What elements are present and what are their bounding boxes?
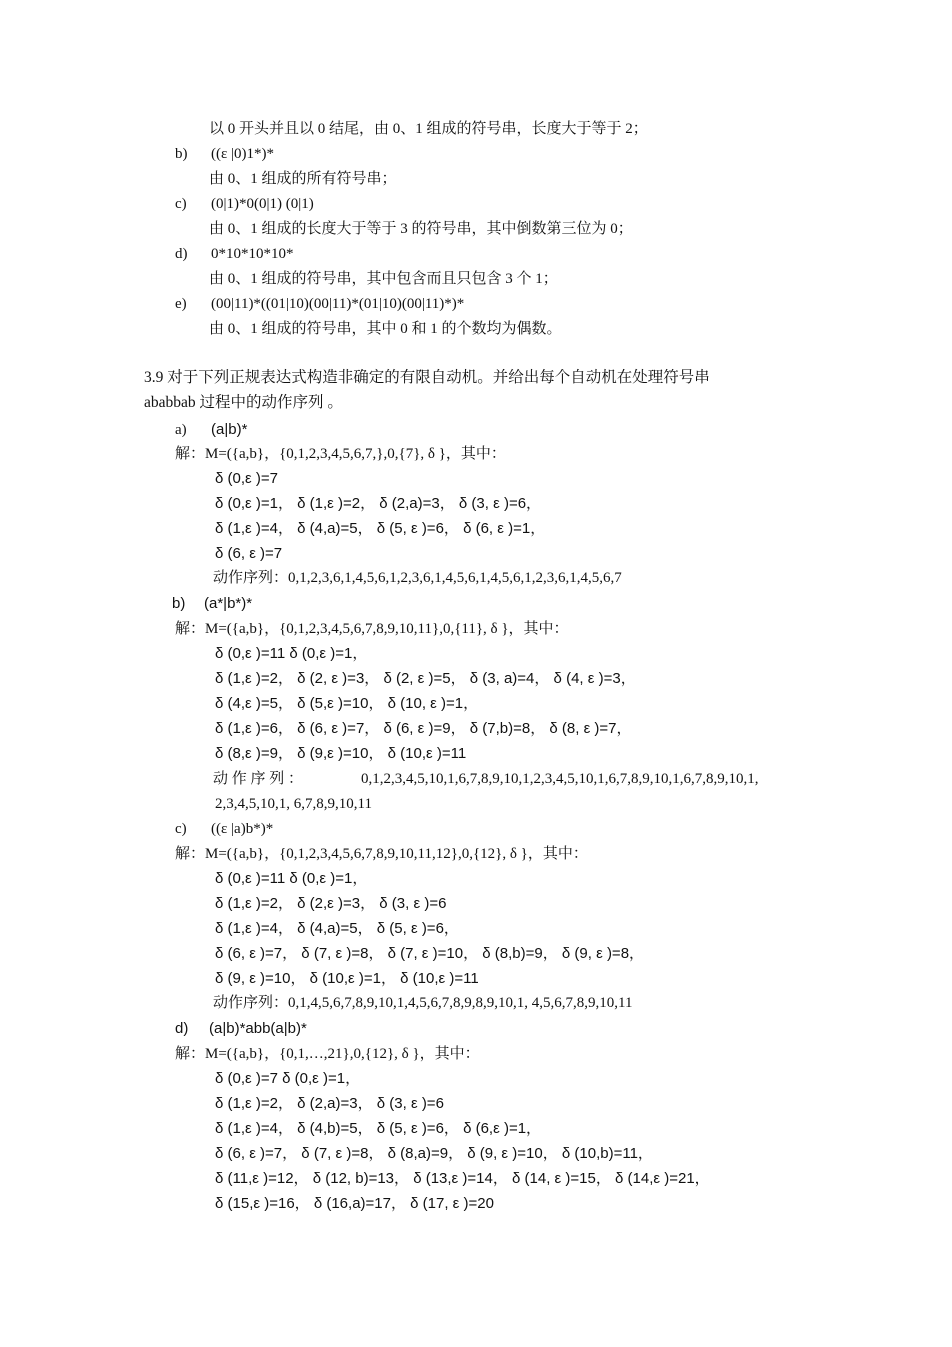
prev-e-description: 由 0、1 组成的符号串，其中 0 和 1 的个数均为偶数。: [209, 321, 562, 337]
item-c-transition-line: δ (6, ε )=7， δ (7, ε )=8， δ (7, ε )=10， δ (8,b)=9， δ (9, ε )=8，: [215, 945, 645, 962]
item-d-transition-line: δ (0,ε )=7 δ (0,ε )=1，: [215, 1070, 361, 1087]
item-a: [175, 420, 247, 440]
prev-e-expression: (00|11)*((01|10)(00|11)*(01|10)(00|11)*)*: [211, 296, 465, 312]
item-b-transition-line: δ (0,ε )=11 δ (0,ε )=1，: [215, 645, 368, 662]
item-c-transition-line: δ (1,ε )=4， δ (4,a)=5， δ (5, ε )=6，: [215, 920, 459, 937]
item-c-transition-line: δ (0,ε )=11 δ (0,ε )=1，: [215, 870, 368, 887]
item-a-transition-line: δ (0,ε )=7: [215, 470, 278, 487]
item-a-solution: 解：M=({a,b}，{0,1,2,3,4,5,6,7,},0,{7}, δ }，其中：: [175, 446, 506, 462]
item-d-expression: (a|b)*abb(a|b)*: [209, 1020, 307, 1037]
item-b-action-sequence: [213, 769, 759, 789]
item-d-transition-line: δ (15,ε )=16， δ (16,a)=17， δ (17, ε )=20: [215, 1195, 494, 1212]
item-b-transition-line: δ (4,ε )=5， δ (5,ε )=10， δ (10, ε )=1，: [215, 695, 479, 712]
item-b-solution: 解：M=({a,b}，{0,1,2,3,4,5,6,7,8,9,10,11},0,{11}, δ }，其中：: [175, 621, 569, 637]
item-b-transition-line: δ (1,ε )=2， δ (2, ε )=3， δ (2, ε )=5， δ (3, a)=4， δ (4, ε )=3，: [215, 670, 636, 687]
section-heading-line2: ababbab 过程中的动作序列 。: [144, 394, 343, 411]
prev-e-item: [175, 294, 464, 314]
prev-c-item: [175, 194, 314, 214]
item-b-sequence-label: 动 作 序 列 ：: [213, 771, 304, 787]
item-c-transition-line: δ (9, ε )=10， δ (10,ε )=1， δ (10,ε )=11: [215, 970, 479, 987]
item-b-transition-line: δ (1,ε )=6， δ (6, ε )=7， δ (6, ε )=9， δ (7,b)=8， δ (8, ε )=7，: [215, 720, 632, 737]
item-c-solution: 解：M=({a,b}，{0,1,2,3,4,5,6,7,8,9,10,11,12},0,{12}, δ }，其中：: [175, 846, 588, 862]
prev-d-expression: 0*10*10*10*: [211, 246, 294, 262]
item-d-solution: 解：M=({a,b}，{0,1,…,21},0,{12}, δ }，其中：: [175, 1046, 480, 1062]
item-b-expression: (a*|b*)*: [204, 595, 253, 612]
item-c-action-sequence: 动作序列：0,1,4,5,6,7,8,9,10,1,4,5,6,7,8,9,8,9,10,1, 4,5,6,7,8,9,10,11: [213, 995, 633, 1011]
prev-c-description: 由 0、1 组成的长度大于等于 3 的符号串，其中倒数第三位为 0；: [209, 221, 633, 237]
item-c-label: c): [175, 821, 187, 837]
item-d: [175, 1019, 307, 1039]
item-d-transition-line: δ (1,ε )=4， δ (4,b)=5， δ (5, ε )=6， δ (6,ε )=1，: [215, 1120, 542, 1137]
prev-d-label: d): [175, 246, 188, 262]
item-d-transition-line: δ (6, ε )=7， δ (7, ε )=8， δ (8,a)=9， δ (9, ε )=10， δ (10,b)=11，: [215, 1145, 653, 1162]
item-d-label: d): [175, 1020, 189, 1037]
item-c-expression: ((ε |a)b*)*: [211, 821, 274, 837]
prev-b-description: 由 0、1 组成的所有符号串；: [209, 171, 397, 187]
item-d-transition-line: δ (1,ε )=2， δ (2,a)=3， δ (3, ε )=6: [215, 1095, 444, 1112]
item-c-transition-line: δ (1,ε )=2， δ (2,ε )=3， δ (3, ε )=6: [215, 895, 447, 912]
prev-e-label: e): [175, 296, 187, 312]
prev-b-label: b): [175, 146, 188, 162]
prev-a-description: 以 0 开头并且以 0 结尾，由 0、1 组成的符号串，长度大于等于 2；: [209, 121, 648, 137]
section-heading-line1: 3.9 对于下列正规表达式构造非确定的有限自动机。并给出每个自动机在处理符号串: [144, 369, 710, 386]
prev-b-item: [175, 144, 274, 164]
item-b-transition-line: δ (8,ε )=9， δ (9,ε )=10， δ (10,ε )=11: [215, 745, 467, 762]
item-b-sequence-part2: 2,3,4,5,10,1, 6,7,8,9,10,11: [215, 796, 372, 812]
item-b: [172, 594, 252, 614]
item-d-transition-line: δ (11,ε )=12， δ (12, b)=13， δ (13,ε )=14， δ (14, ε )=15， δ (14,ε )=21，: [215, 1170, 710, 1187]
item-a-transition-line: δ (0,ε )=1， δ (1,ε )=2， δ (2,a)=3， δ (3, ε )=6，: [215, 495, 542, 512]
item-c: [175, 819, 273, 839]
prev-c-label: c): [175, 196, 187, 212]
item-a-action-sequence: 动作序列：0,1,2,3,6,1,4,5,6,1,2,3,6,1,4,5,6,1,4,5,6,1,2,3,6,1,4,5,6,7: [213, 570, 622, 586]
item-b-label: b): [172, 595, 186, 612]
prev-d-description: 由 0、1 组成的符号串，其中包含而且只包含 3 个 1；: [209, 271, 558, 287]
item-a-transition-line: δ (6, ε )=7: [215, 545, 283, 562]
item-a-label: a): [175, 422, 187, 438]
item-a-expression: (a|b)*: [211, 421, 248, 438]
prev-b-expression: ((ε |0)1*)*: [211, 146, 275, 162]
item-b-sequence-part1: 0,1,2,3,4,5,10,1,6,7,8,9,10,1,2,3,4,5,10,1,6,7,8,9,10,1,6,7,8,9,10,1,: [361, 771, 759, 787]
item-a-transition-line: δ (1,ε )=4， δ (4,a)=5， δ (5, ε )=6， δ (6, ε )=1，: [215, 520, 546, 537]
prev-c-expression: (0|1)*0(0|1) (0|1): [211, 196, 314, 212]
prev-d-item: [175, 244, 294, 264]
